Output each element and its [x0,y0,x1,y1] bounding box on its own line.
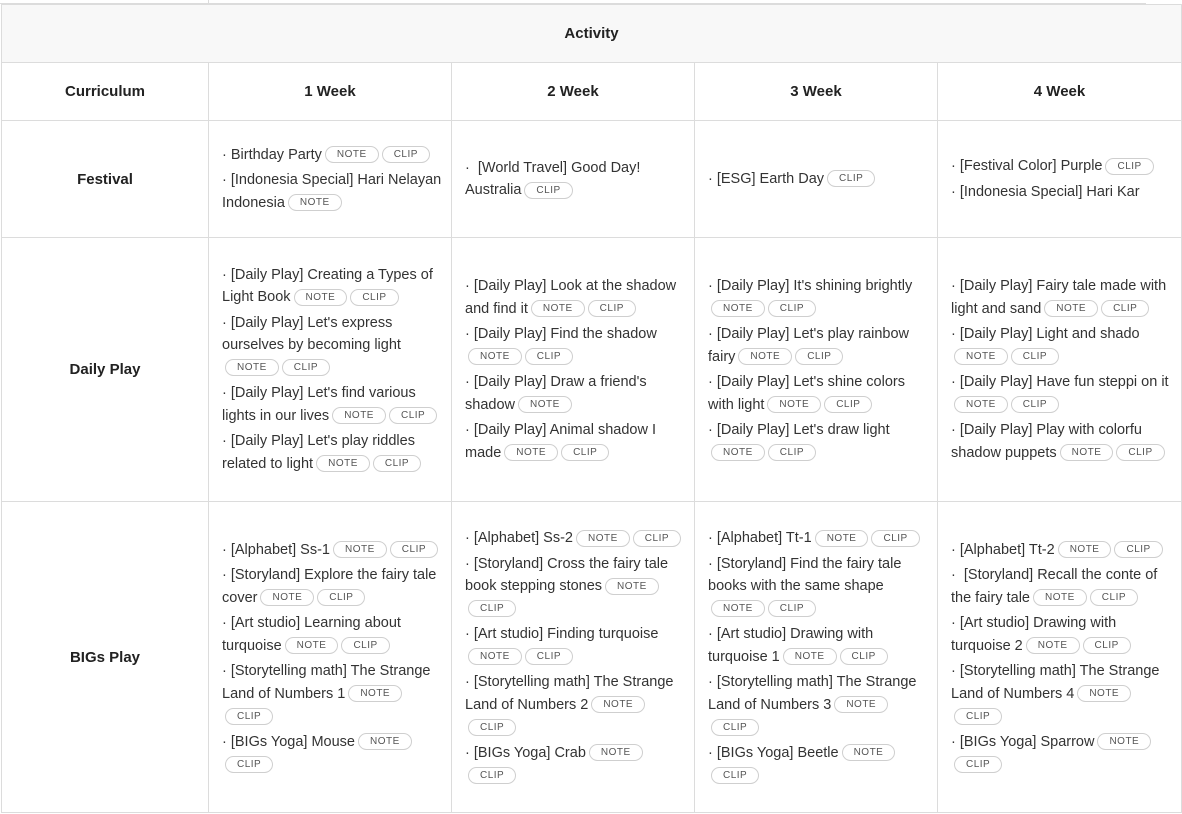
bullet-icon: · [951,183,956,200]
row-label: Festival [2,121,209,238]
bullet-icon: · [465,278,470,294]
curriculum-header: Curriculum [2,63,209,121]
activity-item [708,168,929,191]
clip-button[interactable]: CLIP [588,300,636,317]
bullet-icon: · [465,626,470,643]
activity-item [951,660,1173,728]
activity-item [708,527,929,550]
activity-title[interactable]: [Storyland] Explore the fairy tale cover [222,567,437,606]
week-4-cell [938,238,1182,502]
note-button[interactable]: NOTE [260,589,314,606]
clip-button[interactable]: CLIP [524,182,572,199]
activity-title[interactable]: [Daily Play] It's shining brightly [716,278,913,294]
week-1-cell [209,238,452,502]
clip-button[interactable]: CLIP [768,600,816,617]
note-button[interactable]: NOTE [468,648,522,665]
activity-item [222,660,443,728]
activity-header: Activity [2,5,1182,63]
clip-button[interactable]: CLIP [525,348,573,365]
note-button[interactable]: NOTE [711,444,765,461]
activity-item [951,539,1173,562]
clip-button[interactable]: CLIP [840,648,888,665]
bullet-icon: · [708,530,713,547]
clip-button[interactable]: CLIP [871,530,919,547]
bullet-icon: · [465,422,470,438]
week-4-cell [938,502,1182,813]
activity-title[interactable]: [Daily Play] Let's play riddles related to light [222,433,415,472]
activity-title[interactable]: [Daily Play] Let's shine colors with light [708,374,905,413]
activity-title[interactable]: Birthday Party [230,146,322,163]
clip-button[interactable]: CLIP [282,359,330,376]
activity-item [708,553,929,621]
activity-title[interactable]: [Alphabet] Ss-2 [473,530,573,547]
activity-item [708,371,929,416]
activity-title[interactable]: [Daily Play] Draw a friend's shadow [465,374,647,413]
activity-item [222,382,443,427]
note-button[interactable]: NOTE [225,359,279,376]
clip-button[interactable]: CLIP [382,146,430,163]
activity-item [465,371,686,416]
curriculum-row-bigs-play [2,502,1182,813]
activity-item [465,275,686,320]
note-button[interactable]: NOTE [954,396,1008,413]
activity-title[interactable]: [Daily Play] Find the shadow [473,326,657,342]
clip-button[interactable]: CLIP [1083,637,1131,654]
activity-title[interactable]: [Storytelling math] The Strange Land of Numbers 4 [951,663,1160,702]
clip-button[interactable]: CLIP [1011,396,1059,413]
clip-button[interactable]: CLIP [373,455,421,472]
activity-title[interactable]: [Art studio] Drawing with turquoise 2 [951,615,1117,654]
bullet-icon: · [951,615,956,631]
week-header-3: 3 Week [695,63,938,121]
clip-button[interactable]: CLIP [768,444,816,461]
activity-title[interactable]: [Alphabet] Ss-1 [230,541,330,558]
row-label: BIGs Play [2,502,209,813]
clip-button[interactable]: CLIP [1011,348,1059,365]
activity-title[interactable]: [Daily Play] Let's draw light [716,422,890,438]
clip-button[interactable]: CLIP [341,637,389,654]
activity-title[interactable]: [Daily Play] Look at the shadow and find it [465,278,677,317]
activity-item [951,181,1173,204]
week-2-cell [452,238,695,502]
bullet-icon: · [708,674,713,691]
bullet-icon: · [465,374,470,390]
bullet-icon: · [465,674,470,691]
activity-title[interactable]: [Storytelling math] The Strange Land of Numbers 3 [708,674,917,713]
note-button[interactable]: NOTE [1077,685,1131,702]
activity-item [465,157,686,202]
activity-title[interactable]: [BIGs Yoga] Mouse [230,733,355,750]
bullet-icon: · [708,278,713,294]
bullet-icon: · [708,744,713,761]
activity-title[interactable]: [Storyland] Find the fairy tale books with the same shape [708,555,902,595]
activity-item [951,275,1173,320]
curriculum-row-daily-play [2,238,1182,502]
note-button[interactable]: NOTE [332,407,386,424]
activity-item [708,323,929,368]
clip-button[interactable]: CLIP [1105,158,1153,175]
clip-button[interactable]: CLIP [711,767,759,784]
activity-title[interactable]: [Daily Play] Have fun steppi on it [959,374,1169,390]
activity-title[interactable]: [ESG] Earth Day [716,170,825,187]
clip-button[interactable]: CLIP [561,444,609,461]
activity-item [222,564,443,609]
activity-title[interactable]: [Festival Color] Purple [959,158,1103,174]
activity-title[interactable]: [Alphabet] Tt-2 [959,541,1055,558]
note-button[interactable]: NOTE [518,396,572,413]
activity-title[interactable]: [Daily Play] Let's find various lights in our lives [222,385,416,424]
clip-button[interactable]: CLIP [389,407,437,424]
bullet-icon: · [708,555,713,572]
week-4-cell [938,121,1182,238]
activity-item [222,169,443,214]
activity-title[interactable]: [BIGs Yoga] Sparrow [959,733,1095,750]
note-button[interactable]: NOTE [1060,444,1114,461]
activity-title[interactable]: [Indonesia Special] Hari Nelayan Indonesia [222,172,442,211]
activity-title[interactable]: [Alphabet] Tt-1 [716,530,812,547]
bullet-icon: · [708,374,713,390]
bullet-icon: · [951,541,956,558]
note-button[interactable]: NOTE [1058,541,1112,558]
activity-item [465,323,686,368]
clip-button[interactable]: CLIP [711,719,759,736]
note-button[interactable]: NOTE [504,444,558,461]
week-header-row [2,63,1182,121]
activity-title[interactable]: [Indonesia Special] Hari Kar [959,183,1140,200]
activity-item [708,275,929,320]
activity-item [951,323,1173,368]
clip-button[interactable]: CLIP [768,300,816,317]
bullet-icon: · [951,158,956,174]
activity-title[interactable]: [Storytelling math] The Strange Land of Numbers 1 [222,663,431,702]
activity-item [222,612,443,657]
activity-title[interactable]: [Daily Play] Animal shadow I made [465,422,656,461]
activity-item [708,671,929,739]
clip-button[interactable]: CLIP [633,530,681,547]
clip-button[interactable]: CLIP [317,589,365,606]
bullet-icon: · [222,615,227,631]
bullet-icon: · [951,663,956,679]
note-button[interactable]: NOTE [468,348,522,365]
bullet-icon: · [465,744,470,761]
bullet-icon: · [708,326,713,342]
activity-title[interactable]: [Daily Play] Light and shado [959,326,1140,342]
note-button[interactable]: NOTE [767,396,821,413]
week-3-cell [695,238,938,502]
bullet-icon: · [951,567,956,583]
activity-title[interactable]: [Daily Play] Fairy tale made with light and sand [951,278,1167,317]
activity-title[interactable]: [Storytelling math] The Strange Land of Numbers 2 [465,674,674,713]
bullet-icon: · [951,374,956,390]
activity-item [222,312,443,380]
note-button[interactable]: NOTE [285,637,339,654]
activity-item [465,527,686,550]
note-button[interactable]: NOTE [954,348,1008,365]
clip-button[interactable]: CLIP [954,708,1002,725]
activity-title[interactable]: [World Travel] Good Day! Australia [465,159,641,198]
activity-item [465,623,686,668]
curriculum-body [2,121,1182,813]
clip-button[interactable]: CLIP [468,600,516,617]
activity-title[interactable]: [Daily Play] Let's play rainbow fairy [708,326,910,365]
note-button[interactable]: NOTE [711,600,765,617]
note-button[interactable]: NOTE [531,300,585,317]
activity-item [951,155,1173,178]
activity-item [708,742,929,787]
bullet-icon: · [222,314,227,331]
week-2-cell [452,121,695,238]
note-button[interactable]: NOTE [783,648,837,665]
bullet-icon: · [222,385,227,402]
bullet-icon: · [222,663,227,679]
activity-title[interactable]: [BIGs Yoga] Beetle [716,744,839,761]
bullet-icon: · [465,555,470,572]
bullet-icon: · [951,326,956,342]
clip-button[interactable]: CLIP [1116,444,1164,461]
activity-item [222,144,443,167]
activity-item [465,419,686,464]
clip-button[interactable]: CLIP [350,289,398,306]
activity-item [951,564,1173,609]
note-button[interactable]: NOTE [711,300,765,317]
activity-item [465,671,686,739]
activity-item [951,419,1173,464]
activity-item [951,612,1173,657]
note-button[interactable]: NOTE [738,348,792,365]
activity-title[interactable]: [Storyland] Recall the conte of the fairy tale [951,567,1158,606]
clip-button[interactable]: CLIP [468,719,516,736]
note-button[interactable]: NOTE [294,289,348,306]
clip-button[interactable]: CLIP [795,348,843,365]
note-button[interactable]: NOTE [358,733,412,750]
activity-title[interactable]: [BIGs Yoga] Crab [473,744,586,761]
activity-item [222,539,443,562]
bullet-icon: · [222,266,227,283]
week-3-cell [695,502,938,813]
clip-button[interactable]: CLIP [954,756,1002,773]
week-2-cell [452,502,695,813]
activity-title[interactable]: [Daily Play] Let's express ourselves by becoming light [222,314,401,354]
activity-title[interactable]: [Art studio] Drawing with turquoise 1 [708,626,874,665]
clip-button[interactable]: CLIP [390,541,438,558]
week-header-1: 1 Week [209,63,452,121]
bullet-icon: · [222,733,227,750]
note-button[interactable]: NOTE [325,146,379,163]
row-label: Daily Play [2,238,209,502]
activity-item [951,731,1173,776]
curriculum-table [1,4,1182,813]
activity-title[interactable]: [Daily Play] Creating a Types of Light Book [222,266,433,306]
bullet-icon: · [465,326,470,342]
note-button[interactable]: NOTE [815,530,869,547]
bullet-icon: · [708,626,713,643]
curriculum-row-festival [2,121,1182,238]
week-3-cell [695,121,938,238]
note-button[interactable]: NOTE [842,744,896,761]
bullet-icon: · [951,733,956,750]
bullet-icon: · [222,146,227,163]
note-button[interactable]: NOTE [576,530,630,547]
bullet-icon: · [222,567,227,583]
note-button[interactable]: NOTE [1026,637,1080,654]
clip-button[interactable]: CLIP [1101,300,1149,317]
activity-item [708,623,929,668]
bullet-icon: · [951,422,956,438]
week-1-cell [209,121,452,238]
note-button[interactable]: NOTE [589,744,643,761]
clip-button[interactable]: CLIP [525,648,573,665]
note-button[interactable]: NOTE [316,455,370,472]
note-button[interactable]: NOTE [1044,300,1098,317]
note-button[interactable]: NOTE [288,194,342,211]
activity-item [222,430,443,475]
activity-item [465,742,686,787]
note-button[interactable]: NOTE [348,685,402,702]
week-header-2: 2 Week [452,63,695,121]
activity-item [465,553,686,621]
activity-title[interactable]: [Daily Play] Play with colorfu shadow puppets [951,422,1142,461]
bullet-icon: · [465,159,470,176]
activity-item [951,371,1173,416]
bullet-icon: · [222,541,227,558]
activity-title[interactable]: [Art studio] Finding turquoise [473,626,659,643]
bullet-icon: · [708,170,713,187]
activity-item [708,419,929,464]
clip-button[interactable]: CLIP [1090,589,1138,606]
activity-item [222,731,443,776]
clip-button[interactable]: CLIP [468,767,516,784]
bullet-icon: · [951,278,956,294]
week-header-4: 4 Week [938,63,1182,121]
bullet-icon: · [708,422,713,438]
note-button[interactable]: NOTE [834,696,888,713]
clip-button[interactable]: CLIP [225,708,273,725]
week-1-cell [209,502,452,813]
bullet-icon: · [222,433,227,450]
bullet-icon: · [465,530,470,547]
note-button[interactable]: NOTE [1097,733,1151,750]
note-button[interactable]: NOTE [333,541,387,558]
note-button[interactable]: NOTE [591,696,645,713]
clip-button[interactable]: CLIP [827,170,875,187]
activity-item [222,264,443,309]
clip-button[interactable]: CLIP [1114,541,1162,558]
activity-title[interactable]: [Storyland] Cross the fairy tale book stepping stones [465,555,669,595]
activity-title[interactable]: [Art studio] Learning about turquoise [222,615,401,654]
bullet-icon: · [222,172,227,189]
note-button[interactable]: NOTE [1033,589,1087,606]
clip-button[interactable]: CLIP [824,396,872,413]
note-button[interactable]: NOTE [605,578,659,595]
clip-button[interactable]: CLIP [225,756,273,773]
